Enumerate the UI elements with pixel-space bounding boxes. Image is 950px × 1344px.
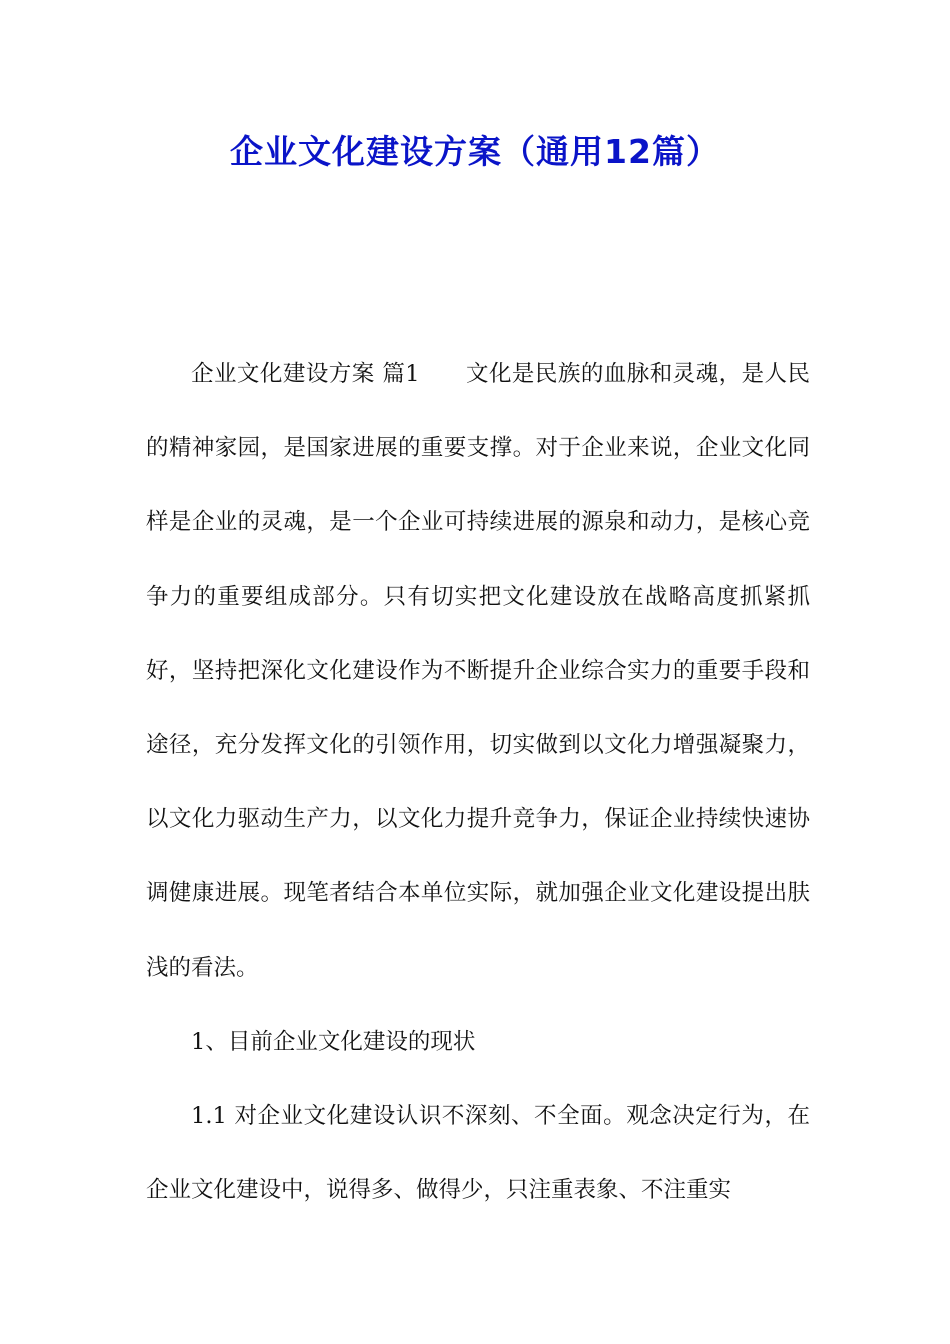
paragraph-section-heading: 1、目前企业文化建设的现状 (191, 1028, 476, 1055)
paragraph-subsection: 1.1 对企业文化建设认识不深刻、不全面。观念决定行为，在企业文化建设中，说得多、做得少，只注重表象、不注重实 (146, 1103, 810, 1204)
paragraph-intro: 企业文化建设方案 篇1 文化是民族的血脉和灵魂，是人民的精神家园，是国家进展的重要支撑。对于企业来说，企业文化同样是企业的灵魂，是一个企业可持续进展的源泉和动力，是核心竞争力的重要组成部分。只有切实把文化建设放在战略高度抓紧抓好，坚持把深化文化建设作为不断提升企业综合实力的重要手段和途径，充分发挥文化的引领作用，切实做到以文化力增强凝聚力，以文化力驱动生产力，以文化力提升竞争力，保证企业持续快速协调健康进展。现笔者结合本单位实际，就加强企业文化建设提出肤浅的看法。 (146, 361, 810, 981)
document-body (146, 337, 810, 1227)
document-title: 企业文化建设方案（通用12篇） (230, 132, 720, 171)
